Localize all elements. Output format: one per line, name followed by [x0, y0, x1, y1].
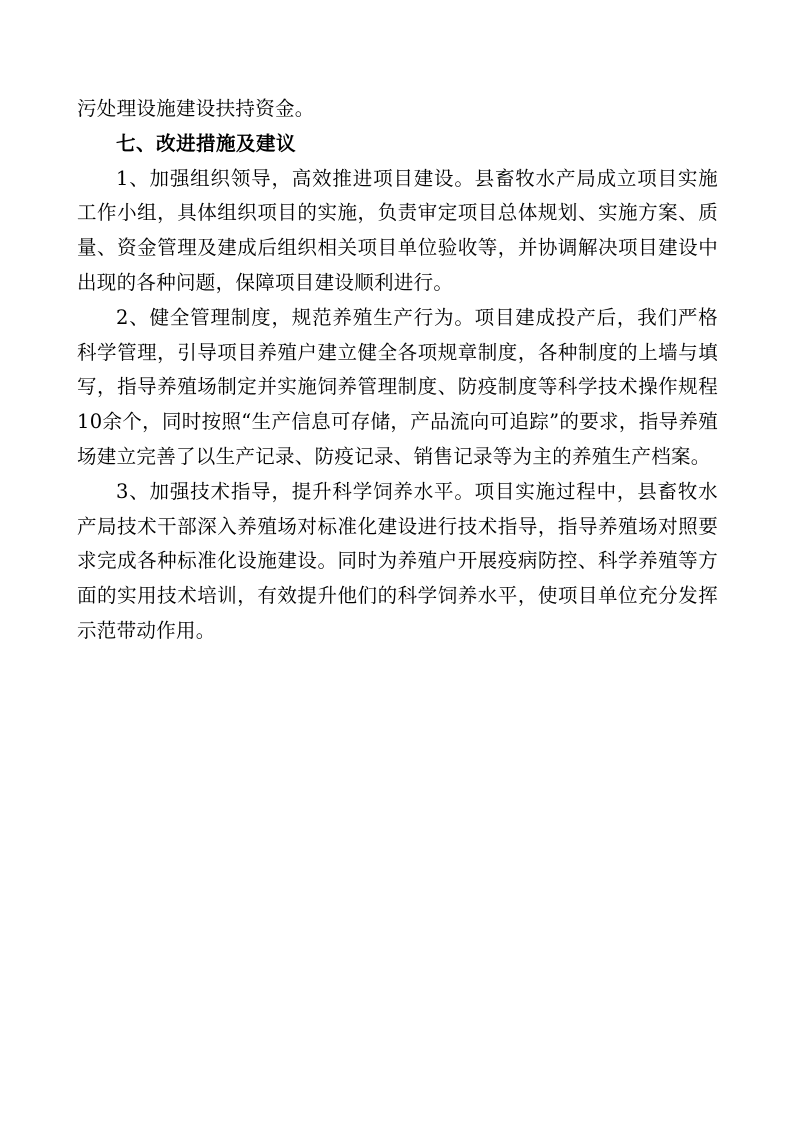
- paragraph-1: 1、加强组织领导，高效推进项目建设。县畜牧水产局成立项目实施工作小组，具体组织项目的实施，负责审定项目总体规划、实施方案、质量、资金管理及建成后组织相关项目单位验收等，并协调解决项目建设中出现的各种问题，保障项目建设顺利进行。: [77, 166, 718, 294]
- continuation-paragraph: 污处理设施建设扶持资金。: [77, 97, 315, 120]
- paragraph-2: 2、健全管理制度，规范养殖生产行为。项目建成投产后，我们严格科学管理，引导项目养殖户建立健全各项规章制度，各种制度的上墙与填写，指导养殖场制定并实施饲养管理制度、防疫制度等科学技术操作规程10余个，同时按照“生产信息可存储，产品流向可追踪”的要求，指导养殖场建立完善了以生产记录、防疫记录、销售记录等为主的养殖生产档案。: [77, 305, 718, 468]
- document-body: [77, 92, 718, 649]
- paragraph-3: 3、加强技术指导，提升科学饲养水平。项目实施过程中，县畜牧水产局技术干部深入养殖场对标准化建设进行技术指导，指导养殖场对照要求完成各种标准化设施建设。同时为养殖户开展疫病防控、科学养殖等方面的实用技术培训，有效提升他们的科学饲养水平，使项目单位充分发挥示范带动作用。: [77, 479, 718, 642]
- section-heading: 七、改进措施及建议: [116, 131, 297, 155]
